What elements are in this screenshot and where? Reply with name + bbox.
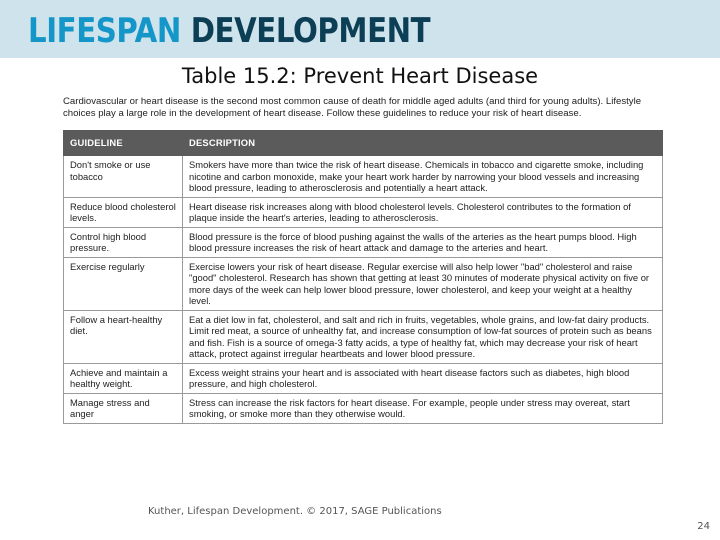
guideline-cell: Achieve and maintain a healthy weight.	[64, 363, 183, 393]
description-cell: Exercise lowers your risk of heart disease. Regular exercise will also help lower "bad" cholesterol and raise "good" cholesterol. Research has shown that getting at least 30 minutes of moderate physical activity on five or more days of the week can help lower blood pressure, lower cholesterol, and keep your weight at a healthy level.	[183, 257, 663, 310]
description-cell: Stress can increase the risk factors for heart disease. For example, people under stress may overeat, start smoking, or smoke more than they otherwise would.	[183, 393, 663, 423]
description-cell: Eat a diet low in fat, cholesterol, and salt and rich in fruits, vegetables, whole grains, and low-fat dairy products. Limit red meat, a source of unhealthy fat, and increase consumption of low-fat sources of protein such as beans and fish. Fish is a source of omega-3 fatty acids, a type of healthy fat, which may decrease your risk of heart attack, protect against irregular heartbeats and lower blood pressure.	[183, 310, 663, 363]
brand-word-development: DEVELOPMENT	[190, 11, 431, 51]
page-number: 24	[697, 521, 710, 532]
table-row	[64, 197, 663, 227]
table-row	[64, 393, 663, 423]
brand-word-lifespan: LIFESPAN	[28, 11, 181, 51]
brand-logo	[28, 9, 430, 53]
description-cell: Heart disease risk increases along with blood cholesterol levels. Cholesterol contributes to the formation of plaque inside the heart's arteries, leading to atherosclerosis.	[183, 197, 663, 227]
guidelines-table	[63, 130, 663, 424]
table-row	[64, 363, 663, 393]
guideline-cell: Reduce blood cholesterol levels.	[64, 197, 183, 227]
description-cell: Blood pressure is the force of blood pushing against the walls of the arteries as the heart pumps blood. High blood pressure increases the risk of heart attack and damage to the arteries and heart.	[183, 227, 663, 257]
guideline-cell: Control high blood pressure.	[64, 227, 183, 257]
slide-title: Table 15.2: Prevent Heart Disease	[181, 64, 539, 88]
guideline-cell: Manage stress and anger	[64, 393, 183, 423]
guideline-cell: Exercise regularly	[64, 257, 183, 310]
table-row	[64, 227, 663, 257]
description-cell: Smokers have more than twice the risk of heart disease. Chemicals in tobacco and cigarette smoke, including nicotine and carbon monoxide, make your heart work harder by narrowing your blood vessels and increasing blood pressure, leading to atherosclerosis and potentially a heart attack.	[183, 156, 663, 198]
guideline-cell: Follow a heart-healthy diet.	[64, 310, 183, 363]
description-cell: Excess weight strains your heart and is associated with heart disease factors such as diabetes, high blood pressure, and high cholesterol.	[183, 363, 663, 393]
footer-credit: Kuther, Lifespan Development. © 2017, SAGE Publications	[148, 506, 442, 517]
table-row	[64, 156, 663, 198]
column-header-description: DESCRIPTION	[183, 131, 663, 156]
guideline-cell: Don't smoke or use tobacco	[64, 156, 183, 198]
column-header-guideline: GUIDELINE	[64, 131, 183, 156]
table-row	[64, 257, 663, 310]
intro-paragraph: Cardiovascular or heart disease is the second most common cause of death for middle aged adults (and third for young adults). Lifestyle choices play a large role in the development of heart disease. Follow these guidelines to reduce your risk of heart disease.	[63, 96, 642, 119]
table-row	[64, 310, 663, 363]
table-header-row	[64, 131, 663, 156]
